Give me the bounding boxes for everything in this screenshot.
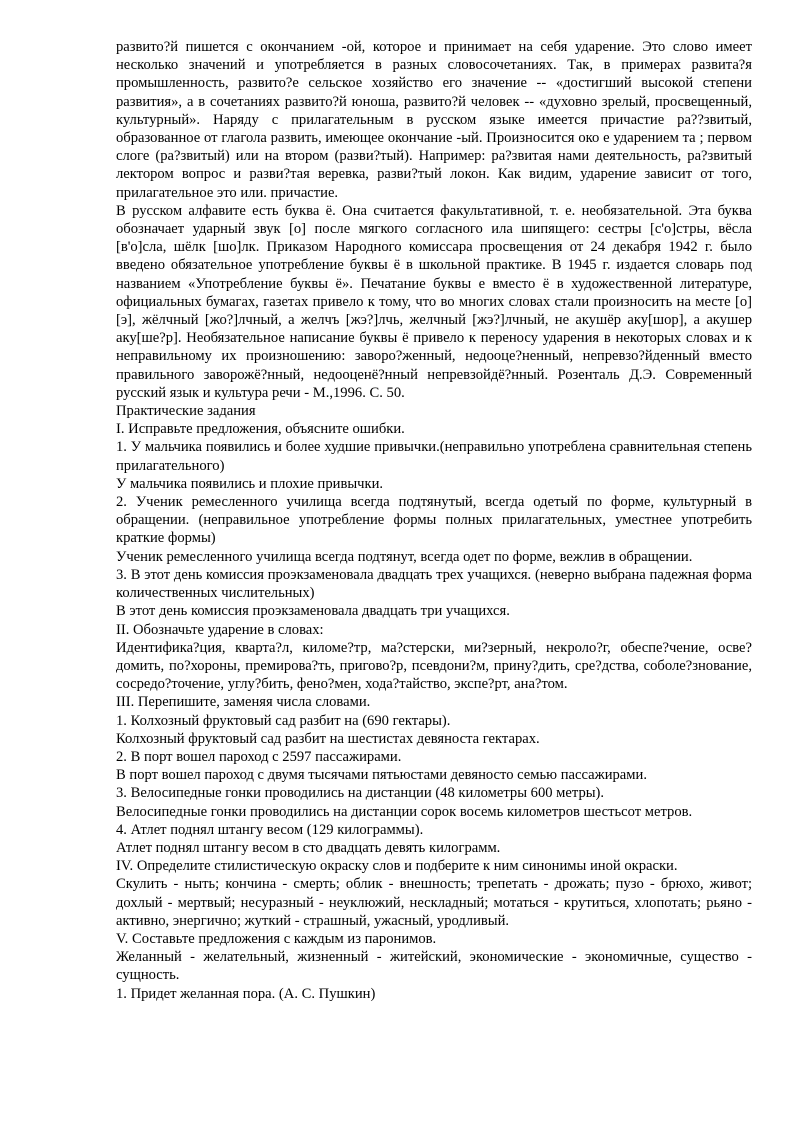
task-heading-2: II. Обозначьте ударение в словах:	[116, 621, 324, 638]
task-answer: Атлет поднял штангу весом в сто двадцать девять килограмм.	[116, 839, 501, 856]
task-item: 1. Колхозный фруктовый сад разбит на (690 гектары).	[116, 712, 451, 729]
synonym-list: Скулить - ныть; кончина - смерть; облик - внешность; трепетать - дрожать; пузо - брюхо, живот; дохлый - мертвый; несуразный - неуклюжий, нескладный; мотаться - крутиться, хлопотать; рьяно - активно, энергично; жуткий - страшный, ужасный, уродливый.	[116, 876, 752, 929]
stress-word-list: Идентифика?ция, кварта?л, киломе?тр, ма?стерски, ми?зерный, некроло?г, обеспе?чение, осве?домить, по?хороны, премирова?ть, пригово?р, псевдони?м, прину?дить, сре?дства, соболе?знование, сосредо?точение, углу?бить, фено?мен, хода?тайство, экспе?рт, ана?том.	[116, 639, 752, 693]
task-item: 2. В порт вошел пароход с 2597 пассажирами.	[116, 748, 402, 765]
section-heading-practical-tasks: Практические задания	[116, 403, 256, 420]
task-item: 1. У мальчика появились и более худшие привычки.(неправильно употреблена сравнительная степень прилагательного)	[116, 439, 752, 474]
task-heading-1: I. Исправьте предложения, объясните ошибки.	[116, 421, 405, 438]
task-heading-4: IV. Определите стилистическую окраску слов и подберите к ним синонимы иной окраски.	[116, 858, 678, 875]
task-item: 2. Ученик ремесленного училища всегда подтянутый, всегда одетый по форме, культурный в обращении. (неправильное употребление формы полных прилагательных, уместнее употребить краткие формы)	[116, 494, 752, 547]
task-answer: Велосипедные гонки проводились на дистанции сорок восемь километров шестьсот метров.	[116, 803, 693, 820]
task-heading-3: III. Перепишите, заменяя числа словами.	[116, 694, 371, 711]
task-answer: В этот день комиссия проэкзаменовала двадцать три учащихся.	[116, 603, 510, 620]
task-answer: Ученик ремесленного училища всегда подтянут, всегда одет по форме, вежлив в обращении.	[116, 548, 693, 565]
task-item: 3. Велосипедные гонки проводились на дистанции (48 километры 600 метры).	[116, 785, 605, 802]
task-item: 4. Атлет поднял штангу весом (129 килограммы).	[116, 821, 424, 838]
task-answer: В порт вошел пароход с двумя тысячами пятьюстами девяносто семью пассажирами.	[116, 767, 647, 784]
paragraph-letter-yo: В русском алфавите есть буква ё. Она считается факультативной, т. е. необязательной. Эта буква обозначает ударный звук [о] после мягкого согласного ила шипящего: сестры [с'о]стры, вёсла [в'о]сла, шёлк [шо]лк. Приказом Народного комиссара просвещения от 24 декабря 1942 г. было введено обязательное употребление буквы ё в школьной практике. В 1945 г. издается словарь под названием «Употребление буквы ё». Печатание буквы е вместо ё в художественной литературе, официальных бумагах, газетах привело к тому, что во многих словах стали произносить на месте [о] [э], жёлчный [жо?]лчный, а желчъ [жэ?]лчь, желчный [жэ?]лчный, не акушёр аку[шор], а акушер аку[ше?р]. Необязательное написание буквы ё привело к переносу ударения в некоторых словах и к неправильному их произношению: заворо?женный, недооце?ненный, непревзо?йденный вместо правильного заворожё?нный, недооценё?нный непревзойдё?нный. Розенталь Д.Э. Современный русский язык и культура речи - М.,1996. С. 50.	[116, 202, 752, 401]
task-answer: Колхозный фруктовый сад разбит на шестистах девяноста гектарах.	[116, 730, 540, 747]
task-answer: 1. Придет желанная пора. (А. С. Пушкин)	[116, 985, 376, 1002]
task-heading-5: V. Составьте предложения с каждым из паронимов.	[116, 930, 437, 947]
task-answer: У мальчика появились и плохие привычки.	[116, 475, 384, 492]
paronym-list: Желанный - желательный, жизненный - житейский, экономические - экономичные, существо - сущность.	[116, 949, 752, 984]
paragraph-developed-explanation: развито?й пишется с окончанием -ой, которое и принимает на себя ударение. Это слово имеет несколько значений и употребляется в разных словосочетаниях. Так, в примерах развита?я промышленность, развито?е сельское хозяйство его значение -- «достигший высокой степени развития», а в сочетаниях развито?й юноша, развито?й человек -- «духовно зрелый, просвещенный, культурный». Наряду с прилагательным в русском языке имеется причастие ра??звитый, образованное от глагола развить, имеющее окончание -ый. Произносится око е ударением та ; первом слоге (ра?звитый) или на втором (разви?тый). Например: ра?звитая нами деятельность, ра?звитый лектором вопрос и разви?тая веревка, разви?тый локон. Как видим, ударение зависит от того, прилагательное это или. причастие.	[116, 39, 752, 201]
task-item: 3. В этот день комиссия проэкзаменовала двадцать трех учащихся. (неверно выбрана падежная форма количественных числительных)	[116, 566, 752, 602]
